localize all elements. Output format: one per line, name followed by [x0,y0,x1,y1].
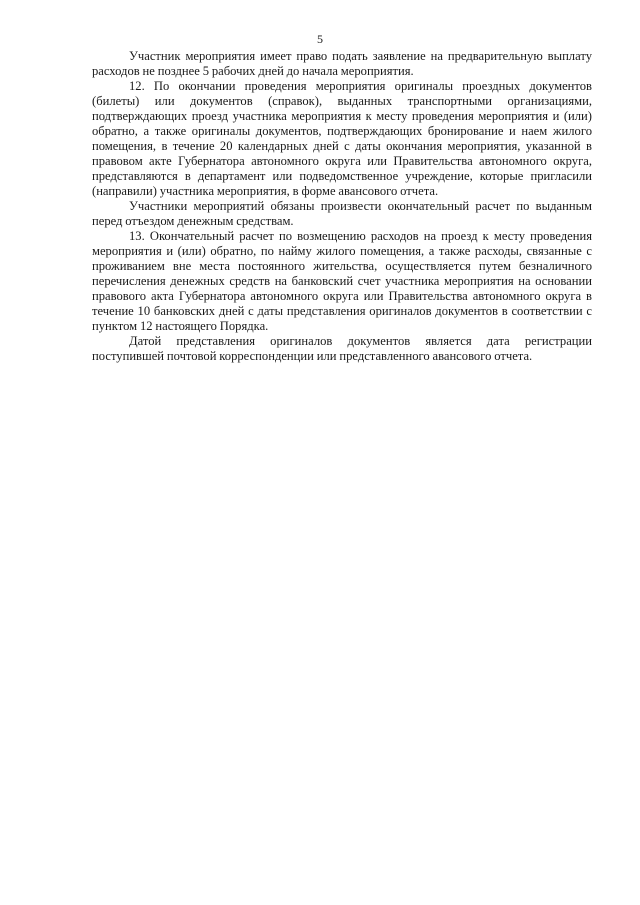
paragraph-item-12: 12. По окончании проведения мероприятия оригиналы проездных документов (билеты) или документов (справок), выданных транспортными организациями, подтверждающих проезд участника мероприятия к месту проведения мероприятия и (или) обратно, а также оригиналы документов, подтверждающих бронирование и наем жилого помещения, в течение 20 календарных дней с даты окончания мероприятия, указанной в правовом акте Губернатора автономного округа или Правительства автономного округа, представляются в департамент или подведомственное учреждение, которые пригласили (направили) участника мероприятия, в форме авансового отчета. [92,79,592,198]
paragraph-final-settlement: Участники мероприятий обязаны произвести окончательный расчет по выданным перед отъездом денежным средствам. [92,199,592,228]
paragraph-item-13: 13. Окончательный расчет по возмещению расходов на проезд к месту проведения мероприятия и (или) обратно, по найму жилого помещения, а также расходы, связанные с проживанием вне места постоянного жительства, осуществляется путем безналичного перечисления денежных средств на банковский счет участника мероприятия на основании правового акта Губернатора автономного округа или Правительства автономного округа в течение 10 банковских дней с даты представления оригиналов документов в соответствии с пунктом 12 настоящего Порядка. [92,229,592,333]
page-number: 5 [317,32,323,46]
paragraph-advance-payment: Участник мероприятия имеет право подать заявление на предварительную выплату расходов не позднее 5 рабочих дней до начала мероприятия. [92,49,592,78]
paragraph-submission-date: Датой представления оригиналов документов является дата регистрации поступившей почтовой корреспонденции или представленного авансового отчета. [92,334,592,363]
document-body [92,49,592,364]
